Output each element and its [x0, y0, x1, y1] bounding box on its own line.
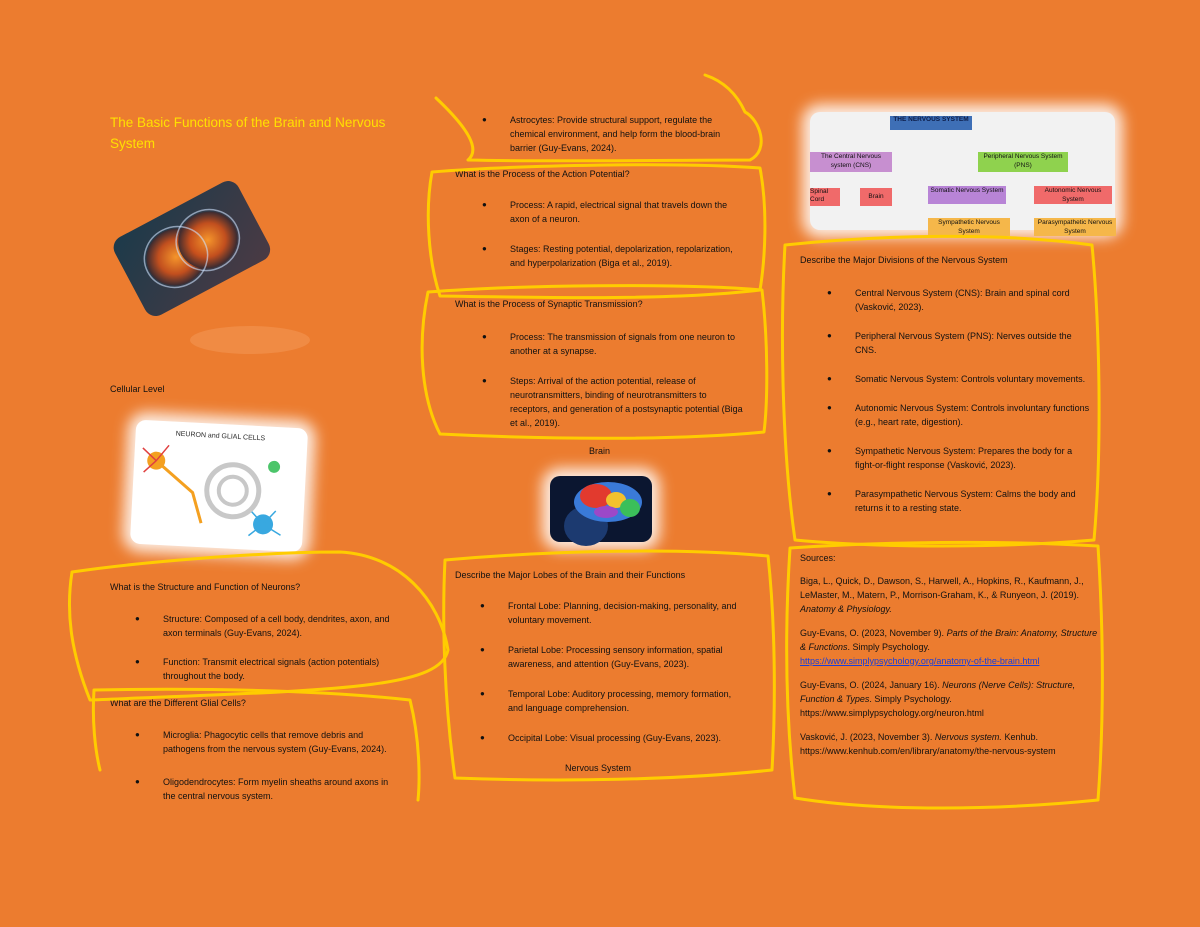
source-vaskovic-publisher: Kenhub.: [1004, 732, 1038, 742]
source-guy-2024-publisher: . Simply Psychology.: [869, 694, 952, 704]
lobes-item: ● Frontal Lobe: Planning, decision-making, personality, and voluntary movement.: [508, 599, 743, 627]
synaptic-item: ● Process: The transmission of signals from one neuron to another at a synapse.: [510, 330, 745, 358]
source-guy-2024-text: Guy-Evans, O. (2024, January 16).: [800, 680, 940, 690]
lobes-list: [508, 599, 743, 745]
glia-item: ● Microglia: Phagocytic cells that remove debris and pathogens from the nervous system (Guy-Evans, 2024).: [163, 728, 398, 756]
divisions-item: ● Parasympathetic Nervous System: Calms the body and returns it to a resting state.: [855, 487, 1090, 515]
divisions-item: ● Somatic Nervous System: Controls voluntary movements.: [855, 372, 1090, 386]
lobes-heading: Describe the Major Lobes of the Brain and their Functions: [455, 570, 686, 580]
lobes-item: ● Temporal Lobe: Auditory processing, memory formation, and language comprehension.: [508, 687, 743, 715]
divisions-item: ● Central Nervous System (CNS): Brain and spinal cord (Vasković, 2023).: [855, 286, 1090, 314]
diagram-root: THE NERVOUS SYSTEM: [890, 116, 972, 130]
sources-section: [800, 551, 1100, 768]
source-guy-evans-2023: [800, 626, 1100, 668]
neuron-glial-image: [130, 420, 308, 553]
synaptic-item: ● Steps: Arrival of the action potential, release of neurotransmitters, binding of neurotransmitters to receptors, and generation of a postsynaptic potential (Biga et al., 2019).: [510, 374, 745, 430]
source-guy-2024-title: Neurons (Nerve Cells): Structure, Function & Types: [800, 680, 1076, 704]
diagram-pns: Peripheral Nervous System (PNS): [978, 152, 1068, 172]
astrocytes-section: [510, 113, 745, 155]
diagram-sympathetic: Sympathetic Nervous System: [928, 218, 1010, 236]
neurons-heading: What is the Structure and Function of Neurons?: [110, 582, 301, 592]
divisions-item: ● Peripheral Nervous System (PNS): Nerves outside the CNS.: [855, 329, 1090, 357]
diagram-somatic: Somatic Nervous System: [928, 186, 1006, 204]
lobes-item: ● Occipital Lobe: Visual processing (Guy-Evans, 2023).: [508, 731, 743, 745]
action-potential-list: [510, 198, 745, 270]
action-potential-item: ● Process: A rapid, electrical signal that travels down the axon of a neuron.: [510, 198, 745, 226]
source-biga: [800, 574, 1100, 616]
divisions-item: ● Autonomic Nervous System: Controls involuntary functions (e.g., heart rate, digestion).: [855, 401, 1090, 429]
nervous-system-label: Nervous System: [565, 763, 632, 773]
source-guy-2023-link[interactable]: https://www.simplypsychology.org/anatomy-of-the-brain.html: [800, 656, 1040, 666]
glia-list: [163, 728, 398, 803]
nervous-system-diagram: [810, 112, 1115, 235]
source-guy-2023-text: Guy-Evans, O. (2023, November 9).: [800, 628, 945, 638]
source-vaskovic-text: Vasković, J. (2023, November 3).: [800, 732, 933, 742]
glia-heading: What are the Different Glial Cells?: [110, 698, 246, 708]
divisions-list: [855, 286, 1090, 515]
source-guy-evans-2024: [800, 678, 1100, 720]
neurons-item: ● Structure: Composed of a cell body, dendrites, axon, and axon terminals (Guy-Evans, 2024).: [163, 612, 398, 640]
cell-division-image: [110, 165, 270, 365]
source-vaskovic-url: https://www.kenhub.com/en/library/anatomy/the-nervous-system: [800, 746, 1056, 756]
sources-heading: Sources:: [800, 553, 836, 563]
synaptic-heading: What is the Process of Synaptic Transmission?: [455, 299, 643, 309]
brain-image: [550, 476, 652, 542]
cellular-level-label: Cellular Level: [110, 384, 165, 394]
source-guy-2023-title: Parts of the Brain: Anatomy, Structure & Functions: [800, 628, 1098, 652]
source-vaskovic: [800, 730, 1100, 758]
diagram-cns: The Central Nervous system (CNS): [810, 152, 892, 172]
lobes-item: ● Parietal Lobe: Processing sensory information, spatial awareness, and attention (Guy-Evans, 2023).: [508, 643, 743, 671]
neuron-glial-image-title: NEURON and GLIAL CELLS: [175, 430, 266, 443]
diagram-brain: Brain: [860, 188, 892, 206]
divisions-heading: Describe the Major Divisions of the Nervous System: [800, 255, 1008, 265]
source-guy-2023-publisher: . Simply Psychology.: [847, 642, 930, 652]
brain-label: Brain: [589, 446, 611, 456]
source-vaskovic-title: Nervous system.: [934, 732, 1002, 742]
source-biga-title: Anatomy & Physiology.: [800, 604, 892, 614]
glia-item: ● Oligodendrocytes: Form myelin sheaths around axons in the central nervous system.: [163, 775, 398, 803]
page-title: The Basic Functions of the Brain and Nervous System: [110, 115, 386, 151]
neurons-list: [163, 612, 398, 683]
neurons-item: ● Function: Transmit electrical signals (action potentials) throughout the body.: [163, 655, 398, 683]
action-potential-item: ● Stages: Resting potential, depolarization, repolarization, and hyperpolarization (Biga et al., 2019).: [510, 242, 745, 270]
diagram-autonomic: Autonomic Nervous System: [1034, 186, 1112, 204]
source-biga-text: Biga, L., Quick, D., Dawson, S., Harwell, A., Hopkins, R., Kaufmann, J., LeMaster, M., Matern, P., Morrison-Graham, K., & Runyeon, J. (2019).: [800, 576, 1084, 600]
divisions-item: ● Sympathetic Nervous System: Prepares the body for a fight-or-flight response (Vasković, 2023).: [855, 444, 1090, 472]
diagram-spinal: Spinal Cord: [810, 188, 840, 206]
action-potential-heading: What is the Process of the Action Potential?: [455, 169, 630, 179]
synaptic-list: [510, 330, 745, 430]
source-guy-2024-url: https://www.simplypsychology.org/neuron.html: [800, 708, 984, 718]
astrocytes-item: ● Astrocytes: Provide structural support, regulate the chemical environment, and help form the blood-brain barrier (Guy-Evans, 2024).: [510, 113, 745, 155]
diagram-parasympathetic: Parasympathetic Nervous System: [1034, 218, 1116, 236]
